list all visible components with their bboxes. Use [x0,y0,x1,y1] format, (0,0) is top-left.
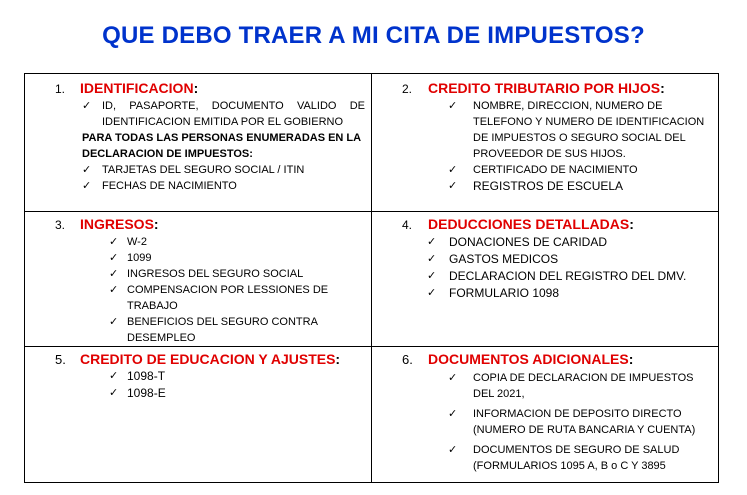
section-title: INGRESOS [80,216,154,232]
section-title: CREDITO TRIBUTARIO POR HIJOS [428,80,661,96]
list-item: ✓ COPIA DE DECLARACION DE IMPUESTOS DEL 2021, [448,372,694,400]
list-item: ✓ 1098-E [109,386,166,400]
check-icon: ✓ [448,372,458,384]
list-item: ✓ REGISTROS DE ESCUELA [448,179,624,193]
check-icon: ✓ [427,236,437,248]
list-item: ✓ W-2 [109,236,147,248]
check-icon: ✓ [427,270,437,282]
list-item: ✓ INGRESOS DEL SEGURO SOCIAL [109,268,304,280]
section-heading: 5. CREDITO DE EDUCACION Y AJUSTES: [55,351,341,367]
list-item: ✓ DECLARACION DEL REGISTRO DEL DMV. [427,269,687,283]
section-deducciones [372,212,719,347]
check-icon: ✓ [448,100,458,112]
section-number: 3. [55,218,66,232]
note-text: PARA TODAS LAS PERSONAS ENUMERADAS EN LA DECLARACION DE IMPUESTOS: [82,132,361,160]
list-item: ✓ FORMULARIO 1098 [427,286,560,300]
section-heading: 3. INGRESOS: [55,216,159,232]
list-item: ✓ NOMBRE, DIRECCION, NUMERO DE TELEFONO Y NUMERO DE IDENTIFICACION DE IMPUESTOS O SEGURO SOCIAL DEL PROVEEDOR DE SUS HIJOS. [448,100,705,160]
list-item: ✓ 1099 [109,252,152,264]
check-icon: ✓ [109,268,119,280]
section-number: 5. [55,352,66,367]
list-item: ✓ ID, PASAPORTE, DOCUMENTO VALIDO DE IDENTIFICACION EMITIDA POR EL GOBIERNO [82,100,365,128]
check-icon: ✓ [82,180,92,192]
checklist-table [24,73,719,483]
list-item: ✓ DOCUMENTOS DE SEGURO DE SALUD (FORMULARIOS 1095 A, B o C Y 3895 [448,444,680,472]
check-icon: ✓ [448,408,458,420]
list-item: ✓ GASTOS MEDICOS [427,252,559,266]
check-icon: ✓ [448,180,458,192]
section-heading: 2. CREDITO TRIBUTARIO POR HIJOS: [402,80,665,96]
section-title: IDENTIFICACION [80,80,194,96]
section-heading: 1. IDENTIFICACION: [55,80,199,96]
check-icon: ✓ [427,287,437,299]
list-item: ✓ BENEFICIOS DEL SEGURO CONTRA DESEMPLEO [109,316,318,344]
section-documentos-adicionales [372,347,719,483]
check-icon: ✓ [109,316,119,328]
section-title: CREDITO DE EDUCACION Y AJUSTES [80,351,336,367]
section-number: 6. [402,352,413,367]
section-heading: 4. DEDUCCIONES DETALLADAS: [402,216,634,232]
check-icon: ✓ [427,253,437,265]
check-icon: ✓ [82,100,92,112]
check-icon: ✓ [109,284,119,296]
section-educacion [25,347,372,483]
section-heading: 6. DOCUMENTOS ADICIONALES: [402,351,634,367]
list-item: ✓ COMPENSACION POR LESSIONES DE TRABAJO [109,284,329,312]
list-item: ✓ DONACIONES DE CARIDAD [427,235,608,249]
section-title: DEDUCCIONES DETALLADAS [428,216,630,232]
list-item: ✓ TARJETAS DEL SEGURO SOCIAL / ITIN [82,164,305,176]
list-item: ✓ 1098-T [109,369,166,383]
section-number: 4. [402,218,413,232]
section-identificacion [25,74,372,212]
section-title: DOCUMENTOS ADICIONALES [428,351,629,367]
list-item: ✓ CERTIFICADO DE NACIMIENTO [448,164,638,176]
check-icon: ✓ [109,370,119,382]
list-item: ✓ FECHAS DE NACIMIENTO [82,180,237,192]
check-icon: ✓ [448,444,458,456]
check-icon: ✓ [82,164,92,176]
page-title: QUE DEBO TRAER A MI CITA DE IMPUESTOS? [102,22,645,49]
check-icon: ✓ [448,164,458,176]
check-icon: ✓ [109,252,119,264]
list-item: ✓ INFORMACION DE DEPOSITO DIRECTO (NUMERO DE RUTA BANCARIA Y CUENTA) [448,408,696,436]
section-ingresos [25,212,372,347]
section-number: 2. [402,82,413,96]
section-number: 1. [55,82,66,96]
section-credito-hijos [372,74,719,212]
check-icon: ✓ [109,387,119,399]
check-icon: ✓ [109,236,119,248]
